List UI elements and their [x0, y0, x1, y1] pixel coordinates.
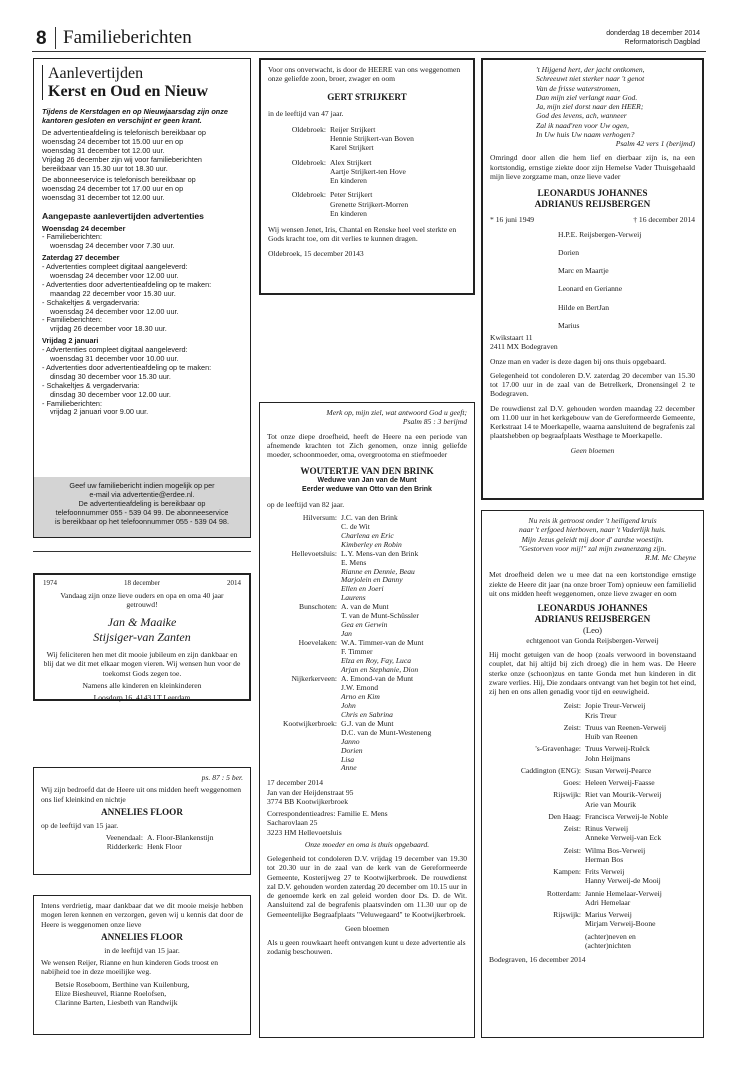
notice-subtitle: Kerst en Oud en Nieuw	[48, 82, 208, 100]
header-divider	[55, 27, 56, 49]
header-date: donderdag 18 december 2014	[606, 30, 700, 37]
notice-footer: Geef uw familiebericht indien mogelijk op per e-mail via advertentie@erdee.nl. De advertentieafdeling is bereikbaar op telefoonnummer 055 - 539 04 99. De abonneeservice is bereikbaar op het telefoonnummer 055 - 539 04 98.	[34, 477, 250, 537]
woutertje-family: Hilversum: J.C. van den Brink C. de Wit Charlena en Eric Kimberley en Robin Hellevoetsluis: L.Y. Mens-van den Brink E. Mens Rianne en Dennie, Beau Marjolein en Danny Ellen en Joeri Laurens Bunschoten: A. van de Munt T. van de Munt-Schüssler Gea en Gerwin Jan Hoevelaken: W.A. Timmer-van de Munt F. Timmer Elza en Roy, Fay, Luca Arjan en Stephanie, Dion Nijkerkerveen: A. Emond-van de Munt J.W. Emond Arno en Kim John Chris en Sabrina Kootwijkerbroek: G.J. van de Munt D.C. van de Munt-Westeneng Janno Dorien Lisa Anne	[283, 512, 432, 773]
woutertje-note: Onze moeder en oma is thuis opgebaard.	[304, 839, 430, 849]
anniv-line: Vandaag zijn onze lieve ouders en opa en oma 40 jaar getrouwd!	[60, 590, 224, 609]
deceased-name: GERT STRIJKERT	[327, 91, 407, 102]
leonardus-ad-1	[481, 58, 704, 500]
relatives: Veenendaal: A. Floor-Blankenstijn Ridderkerk: Henk Floor	[105, 833, 214, 852]
leo1-dates: * 16 juni 1949 † 16 december 2014	[490, 215, 695, 225]
anniv-year-start: 1974	[43, 579, 57, 587]
leo1-family: H.P.E. Reijsbergen-Verweij Dorien Marc en Maartje Leonard en Gerianne Hilde en BertJan Marius	[558, 229, 642, 330]
annelies1-intro: Wij zijn bedroefd dat de Heere uit ons midden heeft weggenomen ons lief kleinkind en nichtje	[41, 785, 242, 804]
leo2-spouse: echtgenoot van Gonda Reijsbergen-Verweij	[526, 635, 659, 645]
leo2-nickname: (Leo)	[582, 625, 603, 636]
notice-phone-ads: De advertentieafdeling is telefonisch bereikbaar op woensdag 24 december tot 15.00 uur en op woensdag 31 december tot 12.00 uur. Vrijdag 26 december zijn wij voor familieberichten bereikbaar van 15.30 uur tot 18.30 uur.	[42, 127, 206, 173]
leo2-place: Bodegraven, 16 december 2014	[489, 955, 586, 965]
anniversary-ad	[33, 573, 251, 701]
widow-of-2: Eerder weduwe van Otto van den Brink	[302, 486, 432, 493]
widow-of-1: Weduwe van Jan van de Munt	[317, 477, 417, 485]
verse-ref: ps. 87 : 5 ber.	[201, 773, 243, 782]
deceased-age: in de leeftijd van 47 jaar.	[268, 108, 344, 118]
deceased-age: op de leeftijd van 82 jaar.	[267, 499, 345, 509]
woutertje-ad	[259, 402, 475, 1038]
annelies2-intro: Intens verdrietig, maar dankbaar dat we dit mooie meisje hebben mogen leren kennen en verzorgen, geven wij u kennis dat door de Heere is weggenomen onze lieve	[41, 901, 243, 929]
notice-intro: Tijdens de Kerstdagen en op Nieuwjaarsdag zijn onze kantoren gesloten en verschijnt er geen krant.	[42, 107, 228, 126]
anniv-signature: Namens alle kinderen en kleinkinderen	[82, 680, 202, 690]
section-title: Familieberichten	[63, 27, 192, 48]
page-number: 8	[36, 28, 47, 49]
anniv-year-end: 2014	[227, 579, 241, 587]
notice-title: Aanlevertijden	[48, 65, 144, 82]
notice-phone-subs: De abonneeservice is telefonisch bereikbaar op woensdag 24 december tot 17.00 uur en op woensdag 31 december tot 12.00 uur.	[42, 175, 196, 203]
deceased-age: in de leeftijd van 15 jaar.	[104, 945, 180, 955]
woutertje-funeral: Gelegenheid tot condoleren D.V. vrijdag 19 december van 19.30 tot 20.30 uur in de zaal van de kerk van de Gereformeerde Gemeente, Kosterijweg 27 te Kootwijkerbroek. De rouwdienst zal D.V. gehouden worden zaterdag 20 december om 10.15 uur in de genoemde kerk en zal geleid worden door Ds. D. de Wit. Aansluitend zal de begrafenis plaatsvinden om 11.30 uur op de Gemeentelijke Begraafplaats "Veluwegaard" te Kootwijkerbroek.	[267, 854, 467, 919]
gert-family: Oldebroek: Reijer Strijkert Hennie Strijkert-van Boven Karel Strijkert Oldebroek: Alex Strijkert Aartje Strijkert-ten Hove En kinderen Oldebroek: Peter Strijkert Grenette Strijkert-Morren En kinderen	[291, 124, 414, 218]
leo1-service: De rouwdienst zal D.V. gehouden worden maandag 22 december om 11.00 uur in het kerkgebouw van de Gereformeerde Gemeente, Kerkstraat 14 te Moerkapelle, waarna aansluitend de begrafenis zal plaatshebben op begraafplaats Westhage te Moerkapelle.	[490, 403, 695, 441]
leo2-verse: Nu reis ik getroost onder 't heiligend kruis naar 't erfgoed hierboven, naar 't Vaderlijk huis. Mijn Jezus geleidt mij door d' aardse woestijn. "Gestorven voor mij!" zal mijn zwanenzang zijn. R.M. Mc Cheyne	[518, 516, 696, 562]
divider	[33, 551, 251, 552]
notice-schedule: Woensdag 24 december - Familieberichten: woensdag 24 december voor 7.30 uur. Zaterdag 27 december - Advertenties compleet digitaal aangeleverd: woensdag 24 december voor 12.00 uur. - Advertenties door advertentieafdeling op te maken: maandag 22 december voor 15.30 uur. - Schakeltjes & vergadervaria: woensdag 24 december voor 12.00 uur. - Familieberichten: vrijdag 26 december voor 18.30 uur. Vrijdag 2 januari - Advertenties compleet digitaal aangeleverd: woensdag 31 december voor 10.00 uur. - Advertenties door advertentieafdeling op te maken: dinsdag 30 december voor 15.30 uur. - Schakeltjes & vergadervaria: dinsdag 30 december voor 12.00 uur. - Familieberichten: vrijdag 2 januari voor 9.00 uur.	[42, 223, 212, 417]
deceased-age: op de leeftijd van 15 jaar.	[41, 820, 119, 830]
deadlines-notice	[33, 58, 251, 538]
leo1-flowers: Geen bloemen	[570, 445, 615, 455]
woutertje-flowers: Geen bloemen	[344, 923, 390, 933]
notice-heading: Aangepaste aanlevertijden advertenties	[42, 211, 204, 222]
annelies2-names: Betsie Roseboom, Berthine van Kuilenburg, Elize Biesheuvel, Rianne Roelofsen, Clarinne Barten, Liesbeth van Randwijk	[55, 979, 190, 1008]
deceased-name: ANNELIES FLOOR	[101, 806, 183, 817]
leo1-condolence: Gelegenheid tot condoleren D.V. zaterdag 20 december van 15.30 tot 17.00 uur in de zaal van de Betrelkerk, Dronensingel 2 te Bodegraven.	[490, 370, 695, 399]
leo1-home: Onze man en vader is deze dagen bij ons thuis opgebaard.	[490, 356, 667, 366]
gert-intro: Voor ons onverwacht, is door de HEERE van ons weggenomen onze geliefde zoon, broer, zwager en oom	[268, 65, 461, 84]
woutertje-verse: Merk op, mijn ziel, wat antwoord God u geeft; Psalm 85 : 3 berijmd	[326, 408, 467, 427]
header-paper: Reformatorisch Dagblad	[624, 39, 700, 46]
leonardus-ad-2	[481, 510, 704, 1038]
leo2-text: Hij mocht getuigen van de hoop (zoals verwoord in bovenstaand couplet, dat hij altijd bij zich droeg) die in hem was. De Heere sterke onze (schoon)zus en tante Gonda met hun kinderen in dit zware verlies. Hij, Die zondaars ontvangt van het begin tot het eind, zij hen en ons allen genadig voor tijd en eeuwigheid.	[489, 650, 696, 697]
anniv-date: 18 december	[124, 579, 160, 587]
anniv-text: Wij feliciteren hen met dit mooie jubileum en zijn dankbaar en blij dat we dit met elkaar mogen vieren. Wij wensen hun voor de toekomst Gods zegen toe.	[43, 650, 241, 678]
deceased-name: LEONARDUS JOHANNES ADRIANUS REIJSBERGEN	[534, 603, 651, 625]
leo1-intro: Omringd door allen die hem lief en dierbaar zijn is, na een kortstondig, ernstige ziekte door zijn Hemelse Vader Thuisgehaald mijn lieve zorgzame man, onze lieve vader	[490, 153, 695, 181]
annelies-ad-1	[33, 767, 251, 875]
leo1-verse: 't Hijgend hert, der jacht ontkomen, Schreeuwt niet sterker naar 't genot Van de frisse waterstromen, Dan mijn ziel verlangt naar God. Ja, mijn ziel dorst naar den HEER; God des levens, ach, wanneer Zal ik naad'ren voor Uw ogen, In Uw huis Uw naam verhogen? Psalm 42 vers 1 (berijmd)	[536, 65, 695, 148]
correspondence-address: Correspondentieadres: Familie E. Mens Sacharovlaan 25 3223 HM Hellevoetsluis	[267, 809, 388, 837]
leo2-intro: Met droefheid delen we u mee dat na een kortstondige ernstige ziekte de Heere dit jaar (na onze broer Tom) opnieuw een familielid uit ons midden heeft weggenomen, onze lieve zwager en oom	[489, 570, 696, 598]
deceased-name: WOUTERTJE VAN DEN BRINK	[300, 466, 434, 477]
annelies-ad-2	[33, 895, 251, 1035]
gert-wish: Wij wensen Jenet, Iris, Chantal en Renske heel veel sterkte en Gods kracht toe, om dit verlies te kunnen dragen.	[268, 225, 457, 244]
gert-place: Oldebroek, 15 december 20143	[268, 248, 364, 258]
woutertje-intro: Tot onze diepe droefheid, heeft de Heere na een periode van afnemende krachten tot Zich genomen, onze innig geliefde moeder, schoonmoeder, oma, overgrootoma en stiefmoeder	[267, 431, 467, 459]
header-rule	[32, 51, 706, 52]
woutertje-last: Als u geen rouwkaart heeft ontvangen kunt u deze advertentie als zodanig beschouwen.	[267, 938, 466, 957]
deceased-name: ANNELIES FLOOR	[101, 931, 183, 942]
anniv-names: Jan & Maaike Stijsiger-van Zanten	[93, 615, 191, 645]
deceased-name: LEONARDUS JOHANNES ADRIANUS REIJSBERGEN	[534, 188, 651, 210]
leo2-family: Zeist: Jopie Treur-Verweij Kris Treur Zeist: Truus van Reenen-Verweij Huib van Reenen 's-Gravenhage: Truus Verweij-Ruëck John Heijmans Caddington (ENG): Susan Verweij-Pearce Goes: Heleen Verweij-Faasse Rijswijk: Riet van Mourik-Verweij Arie van Mourik Den Haag: Francisca Verweij-le Noble Zeist: Rinus Verweij Anneke Verweij-van Eck Zeist: Wilma Bos-Verweij Herman Bos Kampen: Frits Verweij Hanny Verweij-de Mooij Rotterdam: Jannie Hemelaar-Verweij Adri Hemelaar Rijswijk: Marius Verweij Mirjam Verweij-Boone (achter)neven en (achter)nichten	[520, 701, 668, 950]
woutertje-address: 17 december 2014 Jan van der Heijdenstraat 95 3774 BB Kootwijkerbroek	[267, 778, 354, 806]
leo1-address: Kwikstaart 11 2411 MX Bodegraven	[490, 333, 558, 352]
annelies2-wish: We wensen Reijer, Rianne en hun kinderen Gods troost en nabijheid toe in deze moeilijke weg.	[41, 958, 219, 977]
gert-strijkert-ad	[259, 58, 475, 295]
anniv-address: Loosdorp 16, 4143 LT Leerdam	[93, 693, 191, 703]
